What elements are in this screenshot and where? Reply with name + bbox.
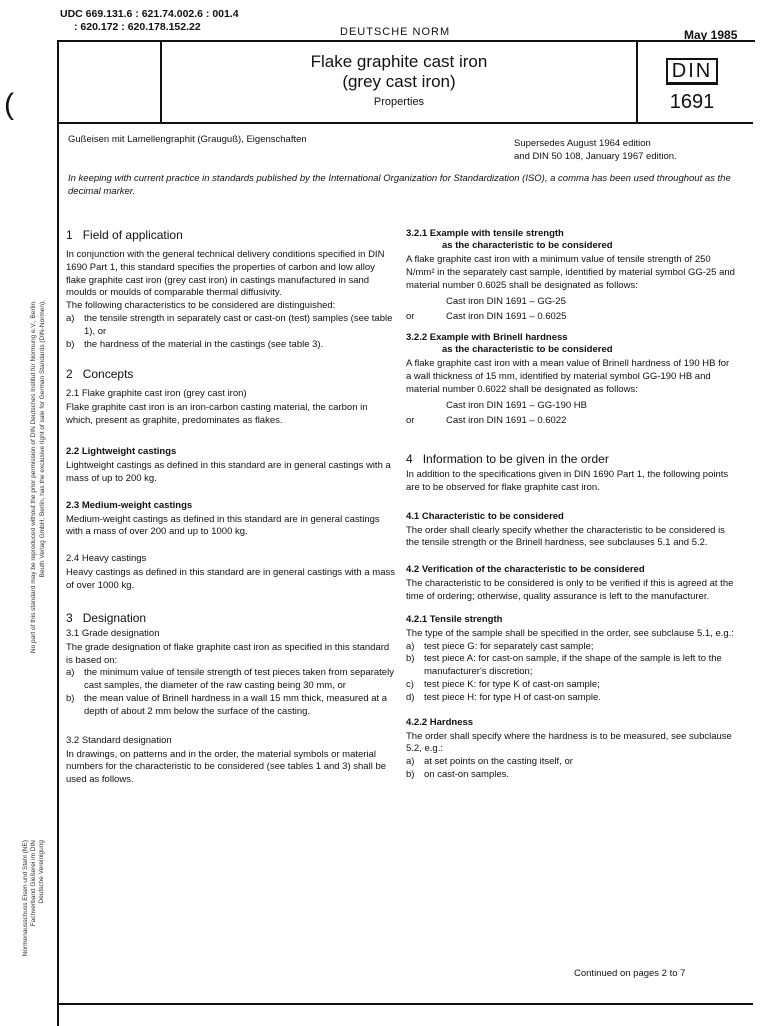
section-number: 4 <box>406 451 413 466</box>
udc-classification <box>60 8 239 34</box>
list-text: the tensile strength in separately cast or cast-on (test) samples (see table 1), or <box>84 312 393 337</box>
supersedes-line-2: and DIN 50 108, January 1967 edition. <box>514 151 677 162</box>
subsection-heading: 2.2 Lightweight castings <box>66 445 177 457</box>
divider <box>636 42 638 122</box>
list-item <box>406 769 736 782</box>
continued-note: Continued on pages 2 to 7 <box>574 968 686 979</box>
list-text: on cast-on samples. <box>424 768 510 780</box>
list-item <box>406 641 736 654</box>
left-column <box>66 228 396 797</box>
paragraph: The type of the sample shall be specified in the order, see subclause 5.1, e.g.: <box>406 627 734 639</box>
list-label: b) <box>406 653 415 665</box>
list-text: at set points on the casting itself, or <box>424 756 573 768</box>
subsection-heading: 2.4 Heavy castings <box>66 553 147 565</box>
title-subtitle: Properties <box>373 96 425 108</box>
list-text: the mean value of Brinell hardness in a wall 15 mm thick, measured at a depth of about 2 mm below the surface of the casting. <box>84 692 388 717</box>
copyright-sidebar <box>30 300 46 800</box>
standard-title <box>162 52 636 108</box>
section-title: Concepts <box>82 367 134 382</box>
list-label: a) <box>406 640 415 652</box>
paragraph: In conjunction with the general technical delivery conditions specified in DIN 1690 Part 1, this standard specifies the properties of carbon and low alloy flake graphite cast iron (grey cast iron) in castings manufactured in sand moulds or moulds of comparable thermal diffusivity. <box>66 249 385 299</box>
list-item <box>406 679 736 692</box>
paragraph: In addition to the specifications given in DIN 1690 Part 1, the following points are to be observed for flake graphite cast iron. <box>406 468 729 493</box>
paragraph: Heavy castings as defined in this standard are in general castings with a mass of over 1000 kg. <box>66 567 395 591</box>
list-label: a) <box>66 312 75 324</box>
list-text: test piece H: for type H of cast-on sample. <box>424 691 601 703</box>
committee-sidebar <box>22 840 46 1020</box>
paragraph: The following characteristics to be considered are distinguished: <box>66 300 336 312</box>
udc-line-1: UDC 669.131.6 : 621.74.002.6 : 001.4 <box>60 8 239 20</box>
decimal-marker-note: In keeping with current practice in standards published by the International Organization for Standardization (ISO), a comma has been used throughout as the decimal marker. <box>68 173 731 197</box>
german-title: Gußeisen mit Lamellengraphit (Grauguß), Eigenschaften <box>68 134 307 145</box>
supersedes-line-1: Supersedes August 1964 edition <box>514 138 651 149</box>
section-4-heading <box>406 452 736 467</box>
list-item <box>406 756 736 769</box>
right-column <box>406 228 736 782</box>
paragraph: Medium-weight castings as defined in this standard are in general castings with a mass of over 200 and up to 1000 kg. <box>66 513 380 538</box>
list-text: test piece K: for type K of cast-on sample; <box>424 678 600 690</box>
committee-3: Deutsche Vereinigung <box>38 840 45 904</box>
list-label: b) <box>406 768 415 780</box>
designation: Cast iron DIN 1691 – 0.6022 <box>446 415 567 427</box>
din-number: 1691 <box>669 91 715 113</box>
deutsche-norm-label: DEUTSCHE NORM <box>340 26 451 38</box>
list-label: a) <box>406 756 415 768</box>
committee-2: Fachverband Gießerei im DIN <box>30 840 37 927</box>
section-2-heading <box>66 367 396 382</box>
paragraph: Flake graphite cast iron is an iron-carbon casting material, the carbon in which, present as graphite, predominates as flakes. <box>66 402 368 427</box>
subsection-heading: 3.2.2 Example with Brinell hardness <box>406 331 568 343</box>
list-label: b) <box>66 692 75 704</box>
paragraph: The order shall clearly specify whether the characteristic to be considered is the tensile strength or the Brinell hardness, see subclauses 5.1 and 5.2. <box>406 524 725 549</box>
sale-notice: Beuth Verlag GmbH, Berlin, has the exclusive right of sale for German Standards (DIN-Normen). <box>39 300 46 578</box>
paragraph: The characteristic to be considered is only to be verified if this is agreed at the time of ordering; otherwise, quality assurance is left to the manufacturer. <box>406 578 734 602</box>
list-text: test piece G: for separately cast sample; <box>424 640 594 652</box>
section-number: 2 <box>66 367 73 382</box>
list-label: a) <box>66 667 75 679</box>
section-3-heading <box>66 611 396 626</box>
margin-mark: ( <box>4 88 14 121</box>
paragraph: Lightweight castings as defined in this standard are in general castings with a mass of up to 200 kg. <box>66 459 391 484</box>
paragraph: The grade designation of flake graphite cast iron as specified in this standard is based on: <box>66 641 390 666</box>
paragraph: In drawings, on patterns and in the order, the material symbols or material numbers for the characteristic to be considered (see tables 1 and 3) shall be used as follows. <box>66 748 387 786</box>
section-1-heading <box>66 228 396 243</box>
committee-1: Normenausschuss Eisen und Stahl (NE) <box>22 840 29 957</box>
designation: Cast iron DIN 1691 – GG-25 <box>446 296 566 308</box>
or-label: or <box>406 311 415 323</box>
title-line-2: (grey cast iron) <box>342 72 456 91</box>
designation-example <box>406 415 736 428</box>
subsection-heading: 2.1 Flake graphite cast iron (grey cast iron) <box>66 388 247 400</box>
designation-example <box>406 311 736 324</box>
subsection-heading: 3.2.1 Example with tensile strength <box>406 228 564 239</box>
subsection-heading: 3.2 Standard designation <box>66 734 172 746</box>
list-item <box>406 653 736 679</box>
subsection-heading-cont: as the characteristic to be considered <box>442 343 613 355</box>
subsection-heading: 4.2.2 Hardness <box>406 716 474 728</box>
subsection-heading: 2.3 Medium-weight castings <box>66 499 193 511</box>
udc-line-2: : 620.172 : 620.178.152.22 <box>74 21 201 33</box>
subsection-heading: 4.2.1 Tensile strength <box>406 613 503 625</box>
list-item <box>66 339 396 352</box>
list-item <box>66 667 396 693</box>
list-label: c) <box>406 678 414 690</box>
paragraph: The order shall specify where the hardness is to be measured, see subclause 5.2, e.g.: <box>406 730 732 755</box>
section-title: Information to be given in the order <box>422 451 609 466</box>
subsection-heading: 4.1 Characteristic to be considered <box>406 510 564 522</box>
subsection-heading: 4.2 Verification of the characteristic to be considered <box>406 564 645 576</box>
list-text: the minimum value of tensile strength of test pieces taken from separately cast samples, the diameter of the raw casting being 30 mm, or <box>84 667 394 692</box>
din-logo: DIN <box>666 58 718 85</box>
list-label: d) <box>406 691 415 703</box>
list-label: b) <box>66 338 75 350</box>
designation-example <box>406 296 736 309</box>
divider <box>57 1003 753 1005</box>
paragraph: A flake graphite cast iron with a minimum value of tensile strength of 250 N/mm² in the separately cast sample, identified by material symbol GG-25 and material number 0.6025 shall be designated as follows: <box>406 254 735 291</box>
din-block <box>652 58 732 114</box>
list-text: the hardness of the material in the castings (see table 3). <box>84 338 324 350</box>
subsection-heading-cont: as the characteristic to be considered <box>442 240 613 251</box>
paragraph: A flake graphite cast iron with a mean value of Brinell hardness of 190 HB for a wall thickness of 15 mm, identified by material symbol GG-190 HB and material number 0.6022 shall be designated as follows: <box>406 357 730 395</box>
designation: Cast iron DIN 1691 – GG-190 HB <box>446 400 587 412</box>
list-text: test piece A: for cast-on sample, if the shape of the sample is left to the manufacturer's discretion; <box>424 653 722 678</box>
section-number: 1 <box>66 228 73 242</box>
section-title: Field of application <box>82 228 183 242</box>
supersedes-note <box>514 137 677 163</box>
divider <box>57 122 753 124</box>
section-number: 3 <box>66 610 73 625</box>
publication-date: May 1985 <box>684 28 738 42</box>
designation: Cast iron DIN 1691 – 0.6025 <box>446 311 567 323</box>
title-line-1: Flake graphite cast iron <box>310 52 488 71</box>
or-label: or <box>406 415 415 427</box>
copyright-notice: No part of this standard may be reproduced without the prior permission of DIN Deutsches Institut für Normung e.V., Berlin. <box>30 300 37 654</box>
designation-example <box>406 400 736 413</box>
subsection-heading: 3.1 Grade designation <box>66 627 160 639</box>
list-item <box>66 693 396 719</box>
list-item <box>66 313 396 339</box>
section-title: Designation <box>82 610 147 625</box>
list-item <box>406 692 736 705</box>
